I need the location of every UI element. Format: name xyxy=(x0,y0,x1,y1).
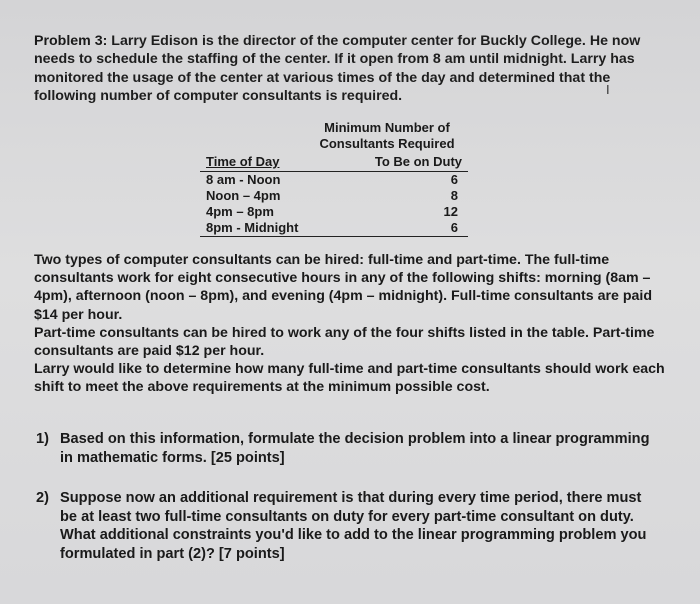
table-header-time: Time of Day xyxy=(206,154,280,169)
problem-intro-text: Larry Edison is the director of the computer center for Buckly College. He now needs to schedule the staffing of the center. If it open from 8 am until midnight. Larry has monitored the usage of the center at various times of the day and determined that the following number of computer consultants is required. xyxy=(34,33,641,105)
table-cell-time: 8pm - Midnight xyxy=(206,220,299,235)
problem-intro xyxy=(34,32,674,106)
paragraph-shifts: Two types of computer consultants can be hired: full-time and part-time. The full-time consultants work for eight consecutive hours in any of the following shifts: morning (8am – 4pm), afternoon (noon – 8pm), and evening (4pm – midnight). Full-time consultants are paid $14 per hour. xyxy=(34,252,652,323)
question-1 xyxy=(36,430,656,467)
table-cell-value: 8 xyxy=(450,188,458,203)
problem-label: Problem 3: xyxy=(34,33,108,49)
table-header-right xyxy=(312,120,462,152)
text-cursor-icon: I xyxy=(606,82,610,97)
question-text: Based on this information, formulate the decision problem into a linear programming in mathematic forms. [25 points] xyxy=(60,431,650,466)
table-row xyxy=(200,172,468,188)
table-cell-time: Noon – 4pm xyxy=(206,188,281,203)
paragraph-objective: Larry would like to determine how many full-time and part-time consultants should work each shift to meet the above requirements at the minimum possible cost. xyxy=(34,361,665,396)
table-header-line: Minimum Number of xyxy=(324,120,450,135)
table-row xyxy=(200,188,468,204)
table-row xyxy=(200,220,468,237)
table-header-row xyxy=(200,154,468,172)
table-cell-value: 12 xyxy=(443,204,458,219)
table-cell-value: 6 xyxy=(450,172,458,187)
question-2 xyxy=(36,489,656,563)
table-cell-value: 6 xyxy=(450,220,458,235)
question-number: 2) xyxy=(36,490,49,506)
table-header-line: Consultants Required xyxy=(319,136,455,151)
table-header-duty: To Be on Duty xyxy=(374,154,462,169)
requirements-table xyxy=(200,154,468,237)
question-text: Suppose now an additional requirement is that during every time period, there must be at least two full-time consultants on duty for every part-time consultant on duty. What additional constraints you'd like to add to the linear programming problem you formulated in part (2)? [7 points] xyxy=(60,490,647,562)
table-cell-time: 8 am - Noon xyxy=(206,172,281,187)
table-cell-time: 4pm – 8pm xyxy=(206,204,274,219)
table-row xyxy=(200,204,468,220)
description-paragraphs xyxy=(34,251,674,397)
question-number: 1) xyxy=(36,431,49,447)
paragraph-part-time: Part-time consultants can be hired to work any of the four shifts listed in the table. Part-time consultants are paid $12 per hour. xyxy=(34,324,655,360)
